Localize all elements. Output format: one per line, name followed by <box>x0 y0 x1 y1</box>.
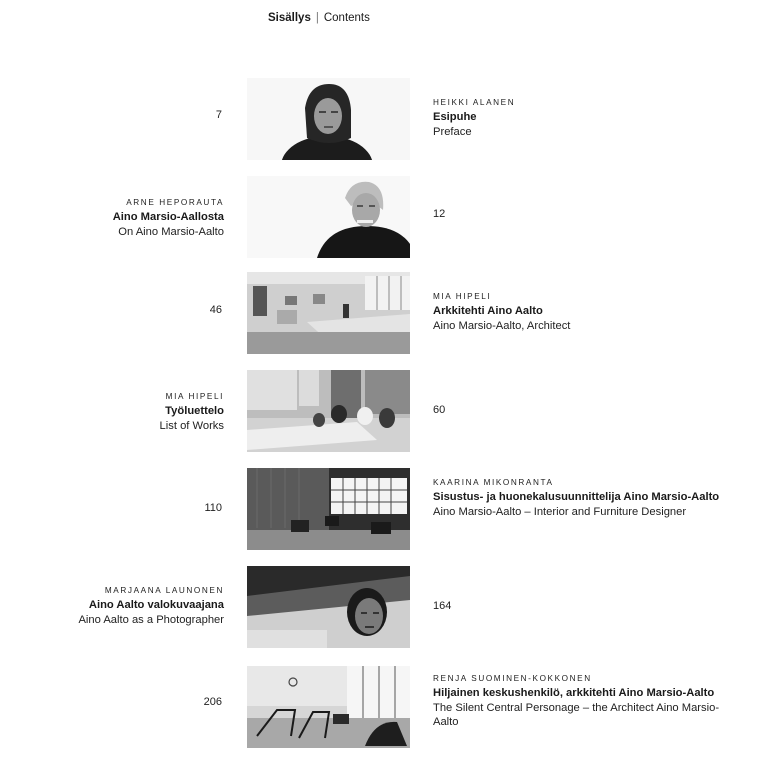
sanatorium-room-photo <box>247 666 410 748</box>
toc-entry-list-of-works[interactable] <box>0 370 770 452</box>
header-title-fi: Sisällys <box>268 12 311 24</box>
title-english: Aino Aalto as a Photographer <box>78 613 224 626</box>
author-name: ARNE HEPORAUTA <box>126 198 224 207</box>
title-english: The Silent Central Personage – the Architect Aino Marsio-Aalto <box>433 701 720 728</box>
title-english: Aino Marsio-Aalto – Interior and Furniture Designer <box>433 505 687 518</box>
title-english: On Aino Marsio-Aalto <box>118 225 224 238</box>
title-english: List of Works <box>159 419 224 432</box>
page-number: 60 <box>433 404 446 416</box>
interior-furniture-photo <box>247 468 410 550</box>
page-number: 46 <box>209 304 222 316</box>
title-english: Preface <box>433 125 472 138</box>
toc-entry-silent-central[interactable] <box>0 666 770 748</box>
page-number: 206 <box>203 696 222 708</box>
page-number: 12 <box>433 208 446 220</box>
title-finnish[interactable]: Sisustus- ja huonekalusuunnittelija Aino Marsio-Aalto <box>433 491 720 503</box>
header-separator: | <box>315 12 319 24</box>
toc-entry-photographer[interactable] <box>0 566 770 648</box>
toc-entry-preface[interactable] <box>0 78 770 160</box>
author-name: MIA HIPELI <box>165 392 224 401</box>
architects-at-work-photo <box>247 370 410 452</box>
title-finnish[interactable]: Arkkitehti Aino Aalto <box>433 305 543 317</box>
page-number: 7 <box>215 109 222 121</box>
author-name: RENJA SUOMINEN-KOKKONEN <box>433 674 592 683</box>
portrait-woman-smiling-photo <box>247 176 410 258</box>
contents-header <box>268 12 370 24</box>
title-finnish[interactable]: Esipuhe <box>433 111 477 123</box>
author-name: MIA HIPELI <box>433 292 492 301</box>
photographer-portrait-photo <box>247 566 410 648</box>
drafting-office-photo <box>247 272 410 354</box>
page-number: 110 <box>204 502 222 514</box>
page-number: 164 <box>433 600 452 612</box>
portrait-woman-headscarf-photo <box>247 78 410 160</box>
title-english: Aino Marsio-Aalto, Architect <box>433 319 571 332</box>
toc-entry-architect[interactable] <box>0 272 770 354</box>
author-name: KAARINA MIKONRANTA <box>433 478 554 487</box>
title-finnish[interactable]: Hiljainen keskushenkilö, arkkitehti Aino Marsio-Aalto <box>433 687 715 699</box>
header-title-en: Contents <box>323 12 370 24</box>
title-finnish[interactable]: Aino Marsio-Aallosta <box>112 211 224 223</box>
author-name: MARJAANA LAUNONEN <box>104 586 224 595</box>
title-finnish[interactable]: Aino Aalto valokuvaajana <box>88 599 224 611</box>
author-name: HEIKKI ALANEN <box>433 98 516 107</box>
title-finnish[interactable]: Työluettelo <box>165 405 224 417</box>
toc-entry-on-aino[interactable] <box>0 176 770 258</box>
toc-entry-interior-designer[interactable] <box>0 468 770 550</box>
